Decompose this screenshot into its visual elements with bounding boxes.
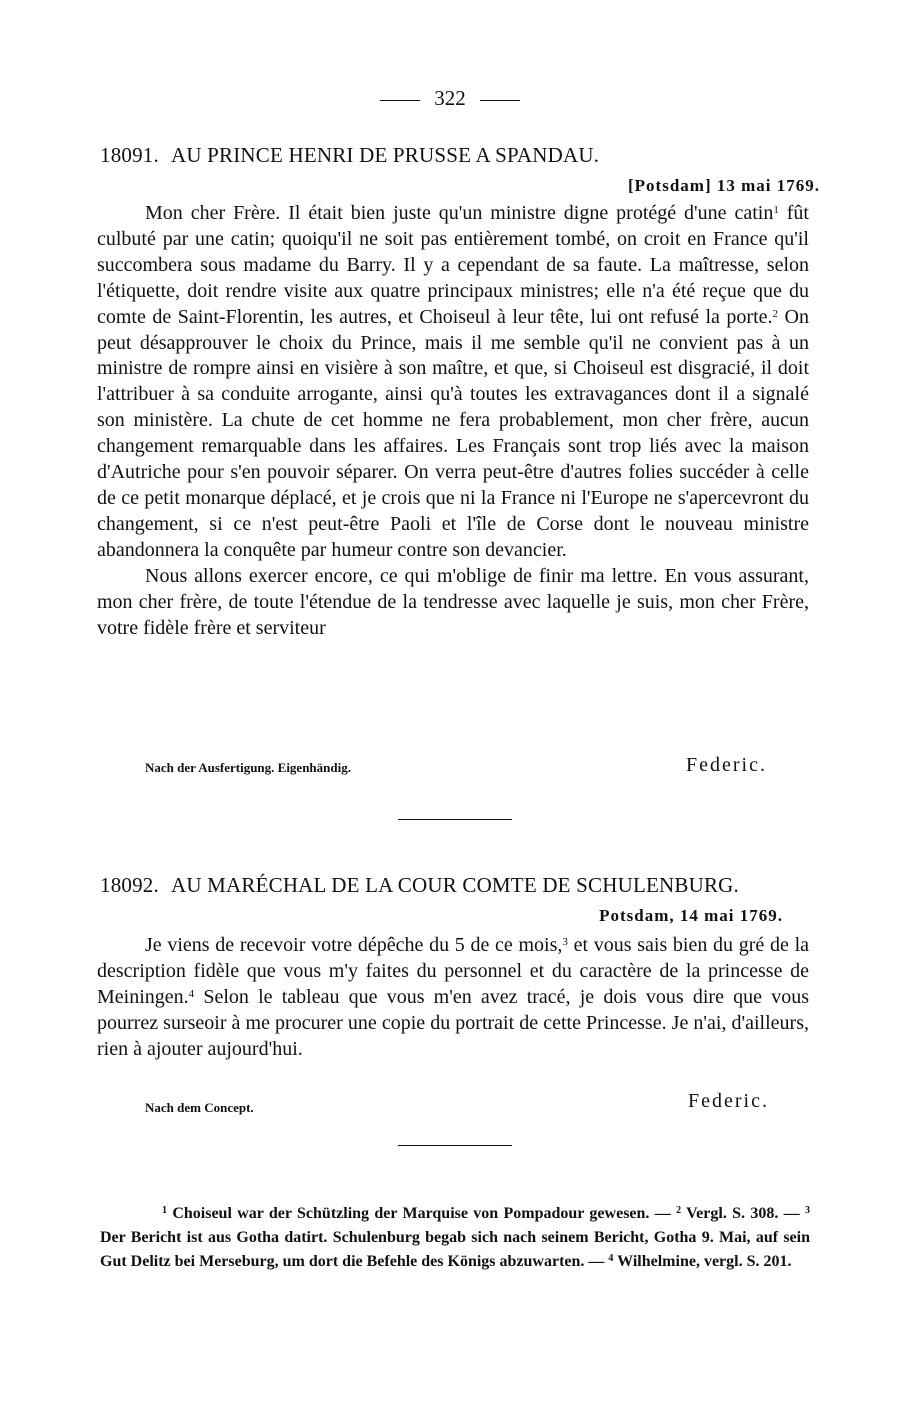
footnote-number: 1 — [162, 1205, 167, 1216]
footnote-number: 4 — [608, 1253, 614, 1264]
footnote-ref: 3 — [562, 936, 568, 948]
page-header — [0, 86, 900, 111]
footnote-number: 2 — [676, 1205, 682, 1216]
paragraph-text: fût culbuté par une catin; quoiqu'il ne soit pas entièrement tombé, on croit en France qu'il succombera sous madame du Barry. Il y a cependant de sa faute. La maîtresse, selon l'étiquette, doit rendre visite aux quatre principaux ministres; elle n'a été reçue que du comte de Saint-Florentin, les autres, et Choiseul à leur tête, lui ont refusé la porte. — [97, 202, 809, 328]
footnote-ref: 1 — [773, 204, 779, 216]
footnote-text: Wilhelmine, vergl. S. 201. — [613, 1253, 792, 1270]
footnote-text: Vergl. S. 308. — — [681, 1205, 805, 1222]
footnotes — [100, 1202, 810, 1274]
letter-paragraph: Nous allons exercer encore, ce qui m'oblige de finir ma lettre. En vous assurant, mon cher frère, de toute l'étendue de la tendresse avec laquelle je suis, mon cher Frère, votre fidèle frère et serviteur — [97, 564, 809, 639]
signature: Federic. — [686, 754, 767, 776]
paragraph-text: On peut désapprouver le choix du Prince, mais il me semble qu'il ne convient pas à un ministre de rompre ainsi en visière à son maître, et que, si Choiseul est disgracié, il doit l'attribuer à sa conduite arrogante, ainsi qu'à toutes les extravagances dont il a signalé son ministère. La chute de cet homme ne fera probablement, mon cher frère, aucun changement remarquable dans les affaires. Les Français sont trop liés avec la maison d'Autriche pour s'en pouvoir séparer. On verra peut-être d'autres folies succéder à celle de ce petit monarque déplacé, et je crois que ni la France ni l'Europe ne s'apercevront du changement, si ce n'est peut-être Paoli et l'île de Corse dont le nouveau ministre abandonnera la conquête par humeur contre son devancier. — [97, 305, 809, 561]
letter-body — [97, 933, 809, 1063]
header-dash-right — [480, 100, 520, 101]
footnote-ref: 2 — [772, 307, 779, 320]
paragraph-text: et vous sais bien du gré de la description fidèle que vous m'y faites du personnel et du caractère de la princesse de Meiningen. — [97, 934, 810, 1008]
paragraph-text: Je viens de recevoir votre dépêche du 5 de ce mois, — [145, 934, 563, 956]
footnote-text: Choiseul war der Schützling der Marquise von Pompadour gewesen. — — [167, 1205, 677, 1222]
letter-paragraph — [97, 201, 809, 564]
footnote-text: Der Bericht ist aus Gotha datirt. Schulenburg begab sich nach seinem Bericht, Gotha 9. Mai, auf sein Gut Delitz bei Merseburg, um dort die Befehle des Königs abzuwarten. — — [100, 1229, 810, 1270]
footnote-ref: 4 — [188, 987, 195, 1000]
letter-title: AU MARÉCHAL DE LA COUR COMTE DE SCHULENBURG. — [170, 873, 739, 897]
letter-dateline: [Potsdam] 13 mai 1769. — [628, 176, 820, 195]
letter-body — [97, 201, 809, 641]
page-number: 322 — [434, 86, 466, 110]
letter-title: AU PRINCE HENRI DE PRUSSE A SPANDAU. — [170, 143, 600, 167]
header-dash-left — [380, 100, 420, 101]
source-note: Nach dem Concept. — [145, 1100, 254, 1115]
letter-paragraph — [97, 933, 809, 1063]
paragraph-text: Mon cher Frère. Il était bien juste qu'un ministre digne protégé d'une catin — [145, 202, 774, 224]
paragraph-text: Selon le tableau que vous m'en avez tracé, je dois vous dire que vous pourrez surseoir à me procurer une copie du portrait de cette Princesse. Je n'ai, d'ailleurs, rien à ajouter aujourd'hui. — [97, 985, 809, 1060]
signature: Federic. — [688, 1090, 769, 1112]
letter-heading — [100, 143, 810, 168]
letter-number: 18091. — [100, 143, 159, 167]
letter-dateline: Potsdam, 14 mai 1769. — [599, 906, 783, 925]
letter-number: 18092. — [100, 873, 159, 897]
section-divider — [398, 819, 512, 820]
source-note: Nach der Ausfertigung. Eigenhändig. — [145, 760, 351, 775]
footnote-number: 3 — [805, 1205, 810, 1216]
footnote-block — [100, 1202, 810, 1274]
letter-heading — [100, 873, 810, 898]
section-divider — [398, 1145, 512, 1146]
